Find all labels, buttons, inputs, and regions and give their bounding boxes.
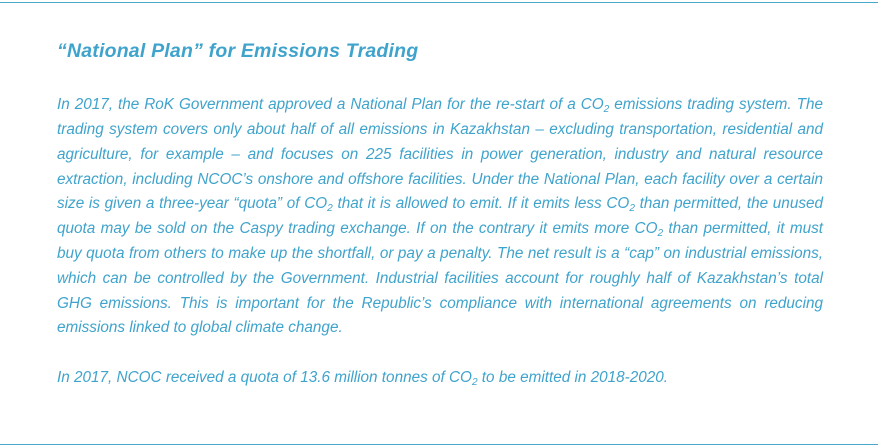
page-title: “National Plan” for Emissions Trading <box>57 40 419 62</box>
top-divider-rule <box>0 2 878 3</box>
body-paragraph-1: In 2017, the RoK Government approved a National Plan for the re-start of a $CO_2$ emissions trading system. The trading system covers only about half of all emissions in Kazakhstan – excluding transportation, residential and agriculture, for example – and focuses on 225 facilities in power generation, industry and natural resource extraction, including NCOC’s onshore and offshore facilities. Under the National Plan, each facility over a certain size is given a three-year “quota” of $CO_2$ that it is allowed to emit. If it emits less $CO_2$ than permitted, the unused quota may be sold on the Caspy trading exchange. If on the contrary it emits more $CO_2$ than permitted, it must buy quota from others to make up the shortfall, or pay a penalty. The net result is a “cap” on industrial emissions, which can be controlled by the Government. Industrial facilities account for roughly half of Kazakhstan’s total GHG emissions. This is important for the Republic’s compliance with international agreements on reducing emissions linked to global climate change. <box>57 96 823 337</box>
bottom-divider-rule <box>0 444 878 445</box>
body-paragraph-2: In 2017, NCOC received a quota of 13.6 million tonnes of $CO_2$ to be emitted in 2018-2020. <box>57 369 669 388</box>
document-content <box>57 40 823 391</box>
